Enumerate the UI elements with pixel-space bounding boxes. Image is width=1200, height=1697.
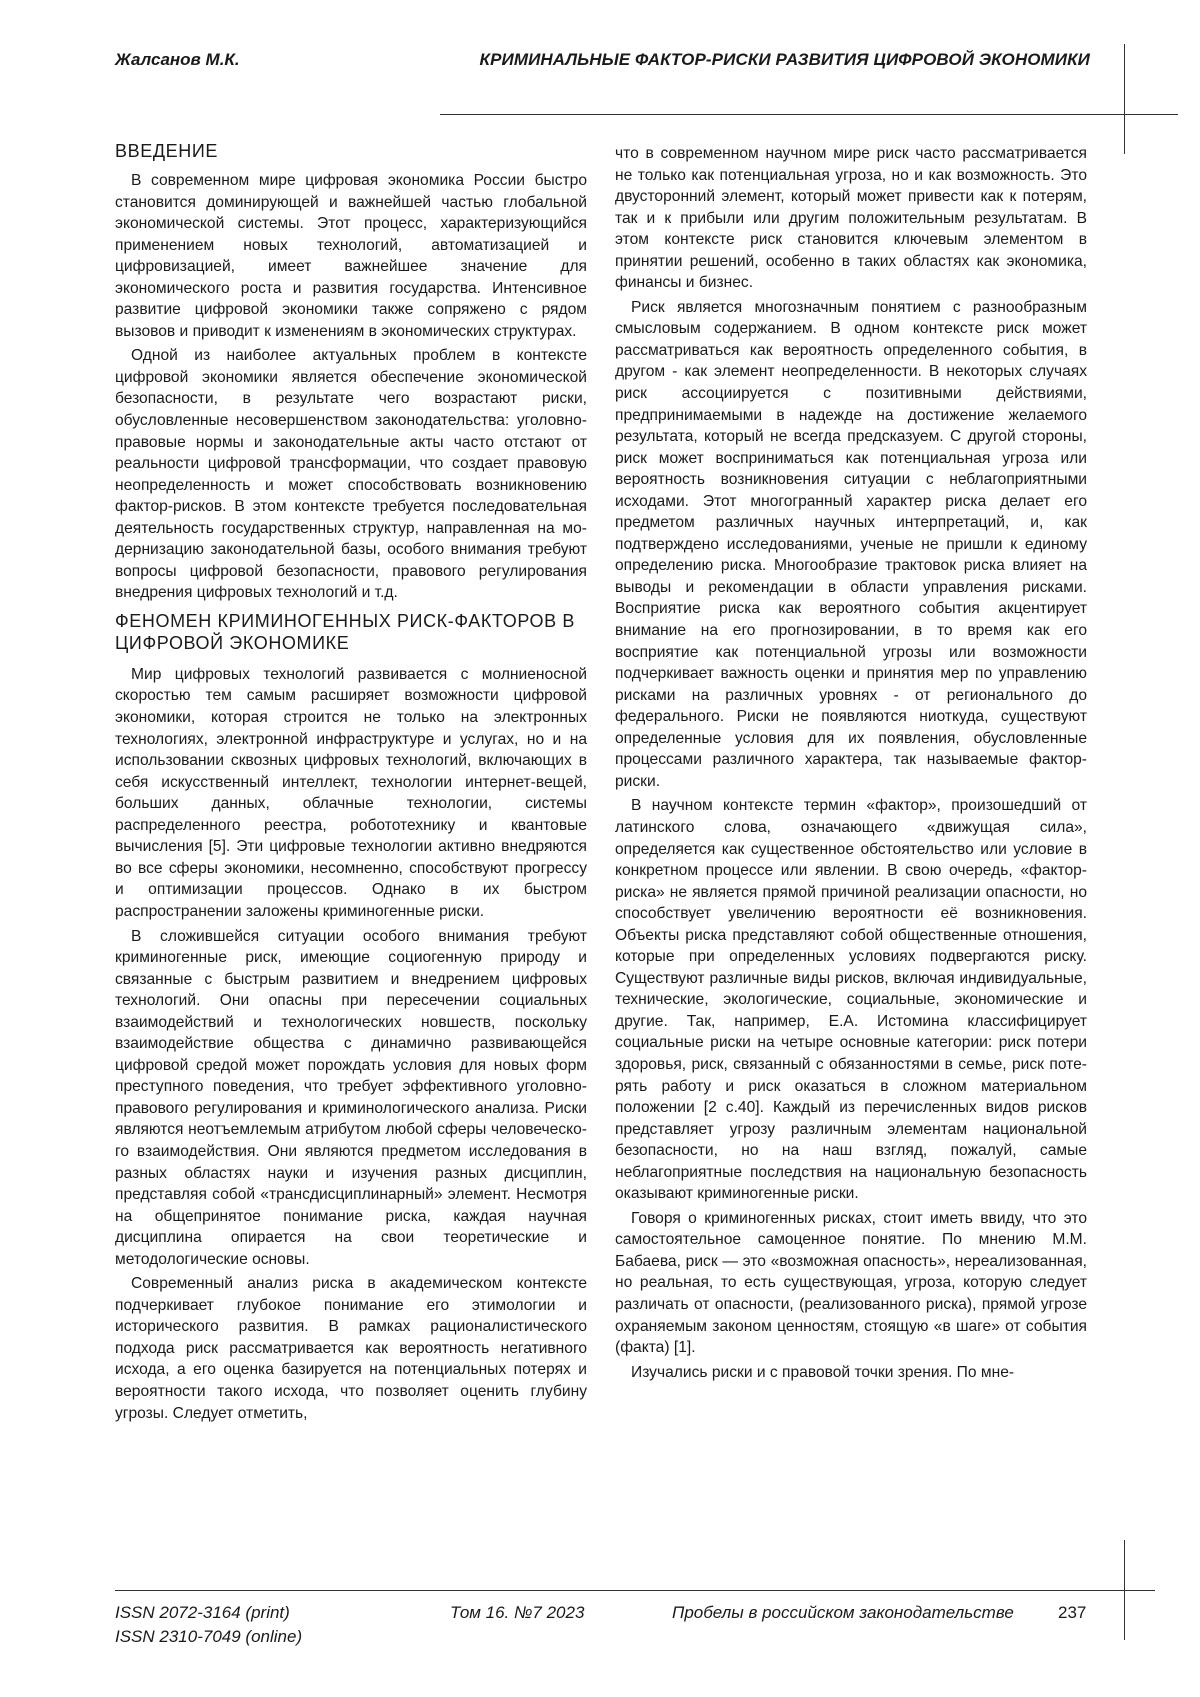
footer-issn-print: ISSN 2072-3164 (print)	[115, 1603, 290, 1623]
running-head-author: Жалсанов М.К.	[115, 50, 240, 70]
paragraph: Риск является многозначным понятием с разно­образным смысловым содержанием. В одном кон­тексте риск может рассматриваться как вероятность определенного события, в другом - как элемент нео­пределенности. В некоторых случаях риск ассоцииру­ется с позитивными действиями, предпринимаемыми в надежде на достижение желаемого результата, ко­торый не всегда предсказуем. С другой стороны, риск может восприниматься как потенциальная угроза или вероятность возникновения ситуации с неблагопри­ятными исходами. Этот многогранный характер риска делает его предметом различных научных интерпре­таций, и, как подтверждено исследованиями, ученые не пришли к единому определению риска. Многооб­разие трактовок риска влияет на выводы и рекоменда­ции в области управления рисками. Восприятие риска как вероятного события акцентирует внимание на его прогнозировании, в то время как его восприятие как потенциальной угрозы или возможности подчерки­вает важность оценки и принятия мер по управлению рисками на различных уровнях - от регионального до федерального. Риски не появляются ниоткуда, суще­ствуют определенные условия для их появления, об­условленные процессами различного характера, так называемые фактор-риски.	[615, 297, 1087, 793]
right-column	[615, 143, 1087, 1386]
paragraph: Мир цифровых технологий развивается с молние­носной скоростью тем самым расширяет возможности цифровой экономики, которая строится не только на электронных технологиях, электронной инфраструк­туре и услугах, но и на использовании сквозных циф­ровых технологий, включающих в себя искусственный интеллект, технологии интернет-вещей, больших дан­ных, облачные технологии, системы распределенного реестра, робототехнику и квантовые вычисления [5]. Эти цифровые технологии активно внедряются во все сферы экономики, несомненно, способствуют про­грессу и оптимизации процессов. Однако в их быстром распространении заложены криминогенные риски.	[115, 664, 587, 923]
paragraph: В современном мире цифровая экономика России быстро становится доминирующей и важнейшей ча­стью глобальной экономической системы. Этот про­цесс, характеризующийся применением новых тех­нологий, автоматизацией и цифровизацией, имеет важнейшее значение для экономического роста и раз­вития государства. Интенсивное развитие цифровой экономики также сопряжено с рядом вызовов и при­водит к изменениям в экономических структурах.	[115, 170, 587, 342]
paragraph: В сложившейся ситуации особого внимания требуют криминогенные риск, имеющие социогенную природу и связанные с быстрым развитием и внедрением циф­ровых технологий. Они опасны при пересечении соци­альных взаимодействий и технологических новшеств, поскольку взаимодействие общества с динамично развивающейся цифровой средой может порождать условия для новых форм преступного поведения, что требует эффективного уголовно-правового регулиро­вания и криминологического анализа. Риски являются неотъемлемым атрибутом любой сферы человеческо­го взаимодействия. Они являются предметом иссле­дования в разных областях науки и изучения разных дисциплин, представляя собой «трансдисциплинар­ный» элемент. Несмотря на общепринятое понимание риска, каждая научная дисциплина опирается на свои теоретические и методологические основы.	[115, 926, 587, 1271]
paragraph: Одной из наиболее актуальных проблем в контексте цифровой экономики является обеспечение эконо­мической безопасности, в результате чего возрастают риски, обусловленные несовершенством законода­тельства: уголовно-правовые нормы и законодатель­ные акты часто отстают от реальности цифровой транс­формации, что создает правовую неопределенность и может способствовать возникновению фактор-рисков. В этом контексте требуется последовательная деятель­ность государственных структур, направленная на мо­дернизацию законодательной базы, особого внимания требуют вопросы цифровой безопасности, правового регулирования внедрения цифровых технологий и т.д.	[115, 345, 587, 604]
running-head-title: КРИМИНАЛЬНЫЕ ФАКТОР-РИСКИ РАЗВИТИЯ ЦИФРОВОЙ ЭКОНОМИКИ	[420, 50, 1090, 70]
paragraph: что в современном научном мире риск часто рассма­тривается не только как потенциальная угроза, но и как возможность. Это двусторонний элемент, который может привести как к потерям, так и к прибыли или другим положительным результатам. В этом контексте риск становится ключевым элементом в принятии ре­шений, особенно в таких областях как экономика, фи­нансы и бизнес.	[615, 143, 1087, 294]
footer-journal-name: Пробелы в российском законодательстве	[672, 1603, 1014, 1623]
paragraph: Говоря о криминогенных рисках, стоит иметь вви­ду, что это самостоятельное самоценное понятие. По мнению М.М. Бабаева, риск — это «возможная опасность», нереализованная, но реальная, то есть существующая, угроза, которую следует различать от опасности, (реализованного риска), прямой угрозе ох­раняемым законом ценностям, стоящую «в шаге» от события (факта) [1].	[615, 1208, 1087, 1359]
paragraph: Современный анализ риска в академическом контек­сте подчеркивает глубокое понимание его этимологии и исторического развития. В рамках рационалистиче­ского подхода риск рассматривается как вероятность негативного исхода, а его оценка базируется на потен­циальных потерях и вероятности такого исхода, что позволяет оценить глубину угрозы. Следует отметить,	[115, 1273, 587, 1424]
footer-issn-online: ISSN 2310-7049 (online)	[115, 1627, 302, 1647]
footer-rule	[115, 1590, 1155, 1591]
page-number: 237	[1058, 1603, 1086, 1623]
paragraph: В научном контексте термин «фактор», произошед­ший от латинского слова, означающего «движущая сила», определяется как существенное обстоятельство или условие в конкретном процессе или явлении. В свою очередь, «фактор-риска» не является прямой причиной реализации опасности, но способствует увеличению вероятности её возникновения. Объекты риска представляют собой общественные отношения, которые при определенных условиях подвергаются риску. Существуют различные виды рисков, включая индивидуальные, технические, экологические, со­циальные, экономические и другие. Так, например, Е.А. Истомина классифицирует социальные риски на четыре основные категории: риск потери здоровья, риск, связанный с обязанностями в семье, риск поте­рять работу и риск оказаться в сложном материальном положении [2 с.40]. Каждый из перечисленных видов рисков представляет угрозу различным элементам на­циональной безопасности, но на наш взгляд, пожалуй, самые неблагоприятные последствия на националь­ную безопасность оказывают криминогенные риски.	[615, 795, 1087, 1204]
section-heading-phenomenon: ФЕНОМЕН КРИМИНОГЕННЫХ РИСК-ФАКТОРОВ В ЦИФРОВОЙ ЭКОНОМИКЕ	[115, 610, 587, 654]
section-heading-introduction: ВВЕДЕНИЕ	[115, 140, 587, 162]
footer-volume: Том 16. №7 2023	[450, 1603, 584, 1623]
left-column	[115, 140, 587, 1427]
footer-vertical-rule	[1124, 1540, 1125, 1640]
header-rule	[440, 114, 1178, 115]
paragraph: Изучались риски и с правовой точки зрения. По мне-	[615, 1362, 1087, 1384]
header-vertical-rule	[1124, 44, 1125, 154]
